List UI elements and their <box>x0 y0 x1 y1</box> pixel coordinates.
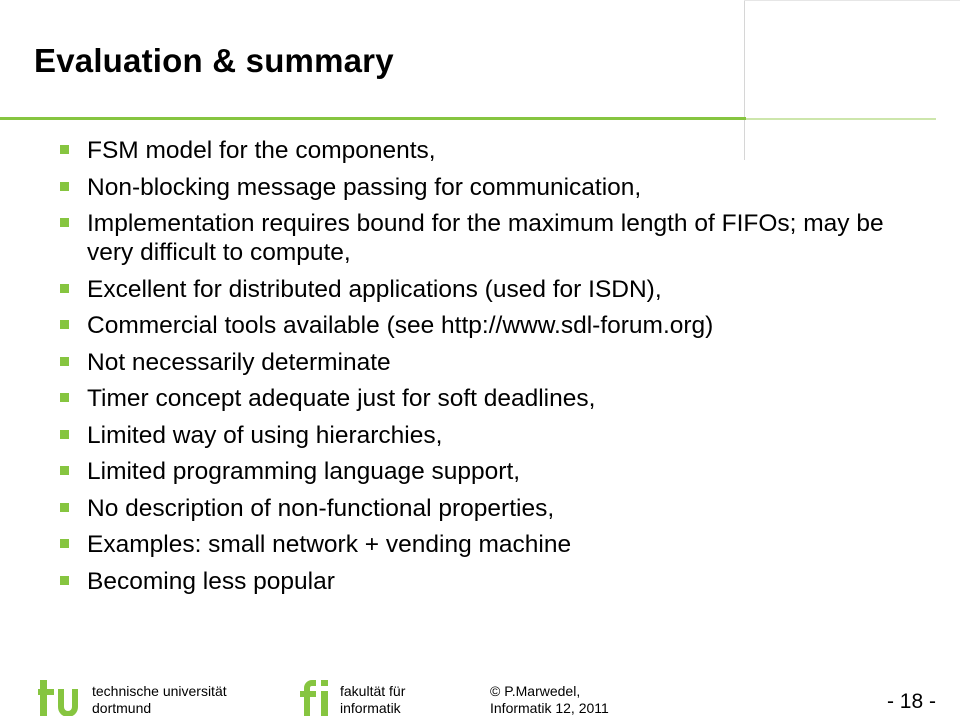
list-item <box>60 421 920 450</box>
author-credit <box>490 683 609 717</box>
square-bullet-icon <box>60 320 69 329</box>
title-rule <box>0 117 746 120</box>
bullet-text: Excellent for distributed applications (used for ISDN), <box>87 275 662 303</box>
slide-title: Evaluation & summary <box>34 42 394 79</box>
bullet-text: Not necessarily determinate <box>87 348 391 376</box>
square-bullet-icon <box>60 357 69 366</box>
university-line-1: technische universität <box>92 683 227 699</box>
bullet-text: Becoming less popular <box>87 567 335 595</box>
list-item <box>60 173 920 202</box>
author-line-1: © P.Marwedel, <box>490 683 581 699</box>
square-bullet-icon <box>60 218 69 227</box>
faculty-line-1: fakultät für <box>340 683 406 699</box>
list-item <box>60 209 920 267</box>
bullet-text: Limited way of using hierarchies, <box>87 421 443 449</box>
square-bullet-icon <box>60 466 69 475</box>
bullet-text: Limited programming language support, <box>87 458 521 485</box>
list-item <box>60 275 920 304</box>
bullet-text: Non-blocking message passing for communication, <box>87 173 642 201</box>
list-item <box>60 494 920 523</box>
bullet-text: Timer concept adequate just for soft deadlines, <box>87 385 596 412</box>
list-item <box>60 530 920 559</box>
list-item <box>60 348 920 377</box>
square-bullet-icon <box>60 576 69 585</box>
bullet-list <box>60 136 920 603</box>
frame-top-line <box>744 0 960 1</box>
list-item <box>60 384 920 413</box>
bullet-text: No description of non-functional properties, <box>87 494 555 522</box>
list-item <box>60 457 920 486</box>
bullet-text: Implementation requires bound for the maximum length of FIFOs; may be very difficult to compute, <box>87 210 884 266</box>
tu-logo-icon <box>38 680 82 716</box>
list-item <box>60 311 920 340</box>
square-bullet-icon <box>60 393 69 402</box>
square-bullet-icon <box>60 503 69 512</box>
bullet-text: Commercial tools available (see http://www.sdl-forum.org) <box>87 312 714 339</box>
university-name <box>92 683 227 717</box>
square-bullet-icon <box>60 539 69 548</box>
bullet-text: Examples: small network + vending machine <box>87 531 572 558</box>
bullet-text: FSM model for the components, <box>87 137 436 164</box>
square-bullet-icon <box>60 430 69 439</box>
university-line-2: dortmund <box>92 700 152 716</box>
page-number: - 18 - <box>886 690 936 713</box>
list-item <box>60 567 920 596</box>
author-line-2: Informatik 12, 2011 <box>490 700 609 716</box>
square-bullet-icon <box>60 284 69 293</box>
fi-logo-icon <box>300 680 330 716</box>
list-item <box>60 136 920 165</box>
square-bullet-icon <box>60 145 69 154</box>
faculty-line-2: informatik <box>340 700 401 716</box>
title-rule-light <box>746 118 936 120</box>
square-bullet-icon <box>60 182 69 191</box>
faculty-name <box>340 683 405 717</box>
